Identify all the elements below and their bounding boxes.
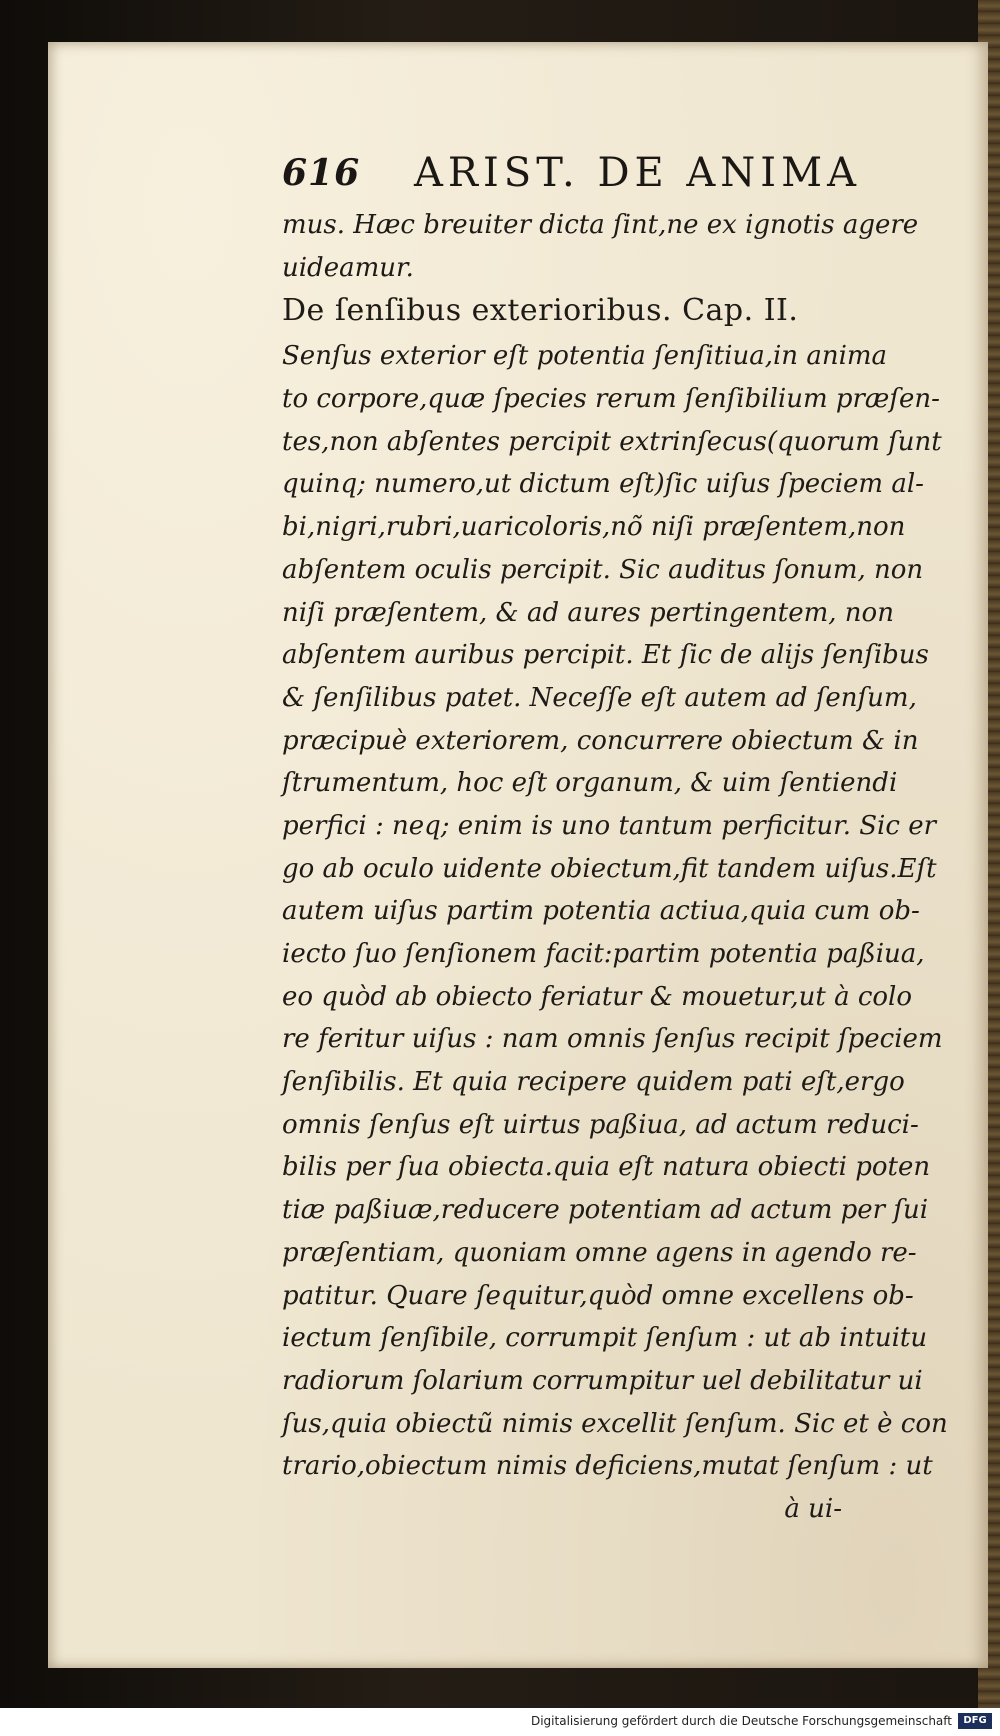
text-line: abſentem oculis percipit. Sic auditus ſonum, non xyxy=(282,554,924,585)
text-line: niſi præſentem, & ad aures pertingentem, non xyxy=(282,597,894,628)
text-line: eo quòd ab obiecto feriatur & mouetur,ut à colo xyxy=(282,981,913,1012)
text-line: ſus,quia obiectũ nimis excellit ſenſum. Sic et è con xyxy=(282,1408,948,1439)
text-line: ſtrumentum, hoc eſt organum, & uim ſentiendi xyxy=(282,768,898,799)
footer-credit: Digitalisierung gefördert durch die Deutsche Forschungsgemeinschaft xyxy=(530,1714,952,1728)
text-line: bi,nigri,rubri,uaricoloris,nõ niſi præſentem,non xyxy=(282,512,906,543)
text-line: mus. Hæc breuiter dicta ſint,ne ex ignotis agere xyxy=(282,210,919,240)
text-line: ſenſibilis. Et quia recipere quidem pati eſt,ergo xyxy=(282,1067,905,1098)
text-line: præcipuè exteriorem, concurrere obiectum & in xyxy=(282,725,919,756)
text-line: bilis per ſua obiecta.quia eſt natura obiecti poten xyxy=(282,1152,931,1183)
text-line: præſentiam, quoniam omne agens in agendo re- xyxy=(282,1237,917,1268)
text-line: quinq; numero,ut dictum eſt)ſic uiſus ſpeciem al- xyxy=(282,469,924,500)
running-title: ARIST. DE ANIMA xyxy=(414,150,861,196)
text-line: to corpore,quæ ſpecies rerum ſenſibilium præſen- xyxy=(282,384,940,415)
text-line: tiæ paßiuæ,reducere potentiam ad actum per ſui xyxy=(282,1195,929,1226)
text-line: omnis ſenſus eſt uirtus paßiua, ad actum reduci- xyxy=(282,1109,919,1140)
dfg-logo: DFG xyxy=(958,1713,992,1729)
text-line: re feritur uiſus : nam omnis ſenſus recipit ſpeciem xyxy=(282,1024,943,1055)
text-line: radiorum ſolarium corrumpitur uel debilitatur ui xyxy=(282,1365,923,1396)
catchword: à ui- xyxy=(784,1493,842,1524)
page-header xyxy=(282,150,862,200)
text-line: Senſus exterior eſt potentia ſenſitiua,in anima xyxy=(282,341,888,372)
text-line: patitur. Quare ſequitur,quòd omne excellens ob- xyxy=(282,1280,914,1311)
chapter-heading: De ſenſibus exterioribus. Cap. II. xyxy=(282,293,799,329)
text-line: autem uiſus partim potentia actiua,quia cum ob- xyxy=(282,896,920,927)
text-line: uideamur. xyxy=(282,252,414,283)
text-line: abſentem auribus percipit. Et ſic de alijs ſenſibus xyxy=(282,640,929,671)
page-number: 616 xyxy=(282,152,361,194)
text-line: go ab oculo uidente obiectum,fit tandem uiſus.Eſt xyxy=(282,853,937,884)
text-line: iecto ſuo ſenſionem facit:partim potentia paßiua, xyxy=(282,939,925,969)
text-line: iectum ſenſibile, corrumpit ſenſum : ut ab intuitu xyxy=(282,1323,928,1354)
text-block xyxy=(282,204,948,1531)
footer-bar xyxy=(0,1708,1000,1736)
text-line: & ſenſilibus patet. Neceſſe eſt autem ad ſenſum, xyxy=(282,682,917,713)
text-line: trario,obiectum nimis deficiens,mutat ſenſum : ut xyxy=(282,1451,933,1482)
text-line: tes,non abſentes percipit extrinſecus(quorum ſunt xyxy=(282,426,942,457)
text-line: perfici : neq; enim is uno tantum perficitur. Sic er xyxy=(282,810,937,841)
